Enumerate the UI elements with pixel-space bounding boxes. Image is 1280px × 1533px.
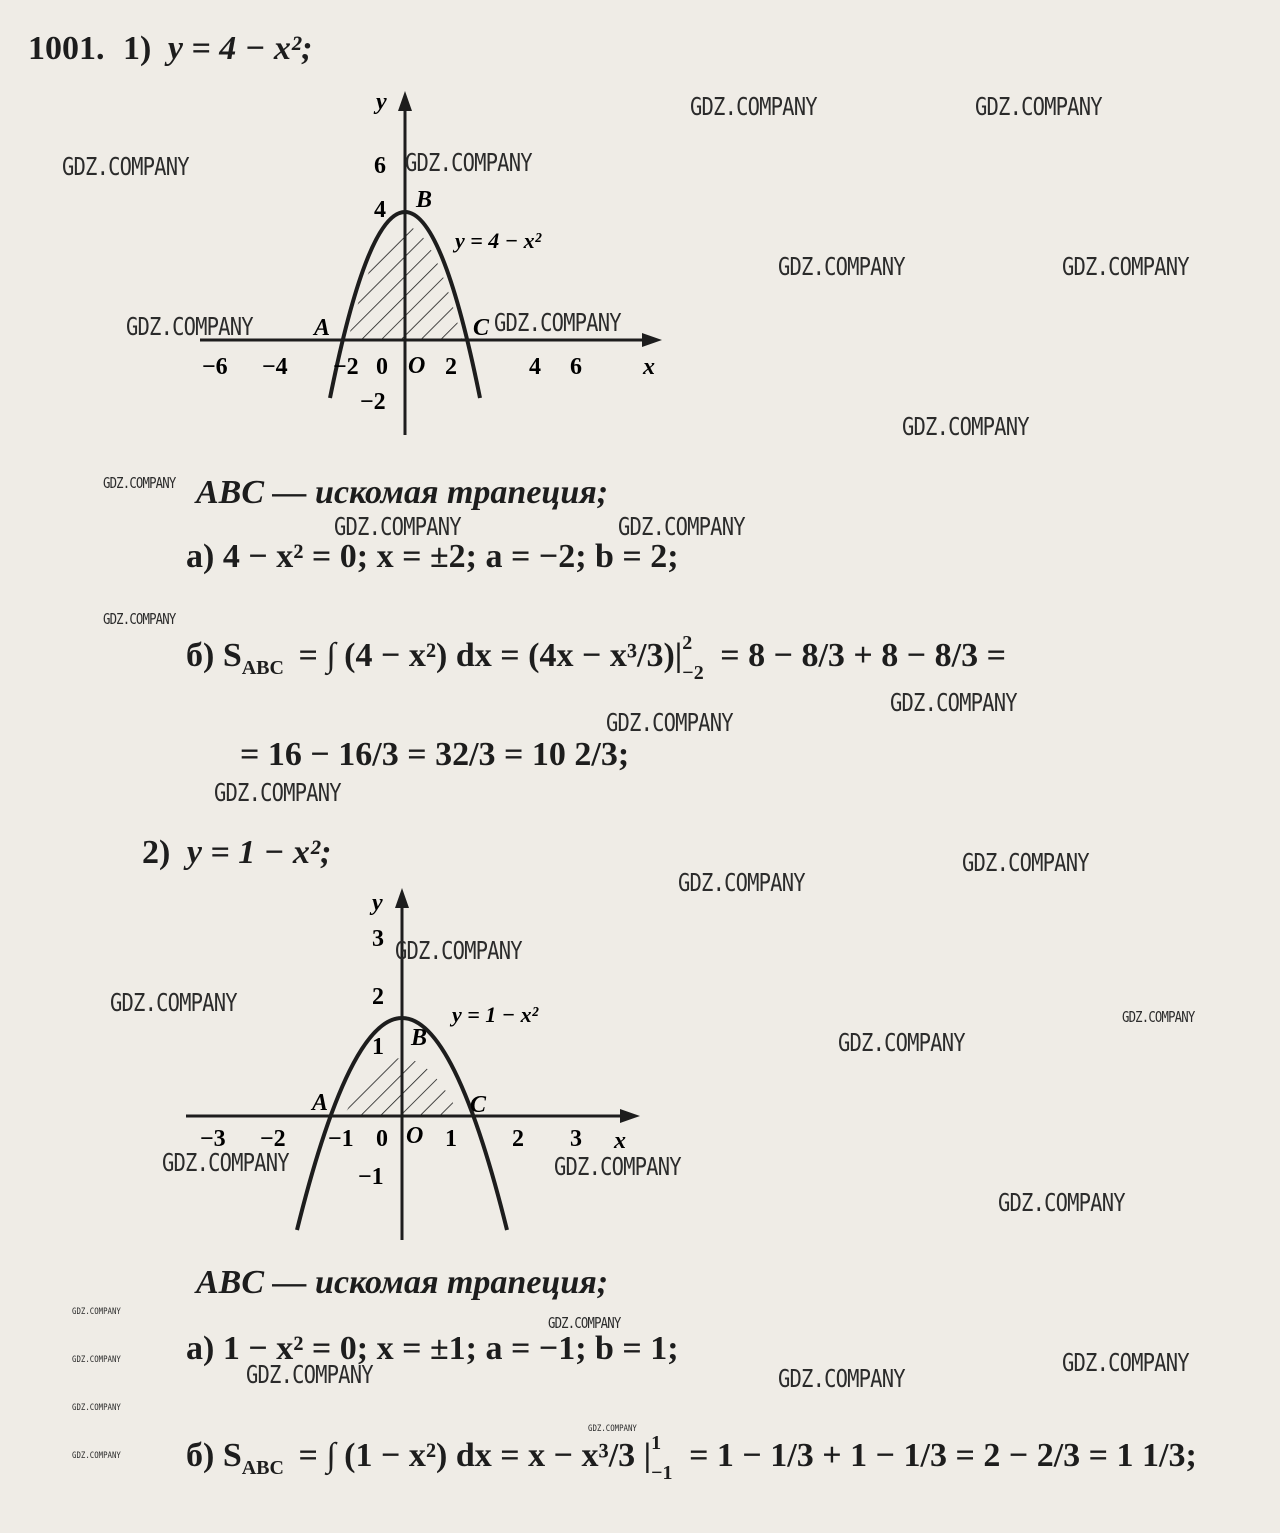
watermark: GDZ.COMPANY [334, 512, 461, 541]
point-b-label: B [411, 1025, 428, 1051]
y-tick: 4 [374, 197, 386, 223]
origin-label: O [408, 353, 426, 379]
watermark: GDZ.COMPANY [72, 1403, 121, 1413]
curve-label: y = 4 − x² [455, 228, 542, 253]
trapezoid-statement-2: ABC — искомая трапеция; [196, 1264, 609, 1301]
watermark: GDZ.COMPANY [890, 688, 1017, 717]
b-subscript: ABC [241, 1456, 284, 1479]
x-axis-label: x [614, 1128, 626, 1154]
exercise-header [28, 32, 312, 66]
graph-parabola-1 [180, 85, 680, 445]
y-tick: 6 [374, 153, 386, 179]
integral-expression: = ∫ (4 − x²) dx = (4x − x³/3)| [298, 636, 683, 674]
y-axis-label: y [376, 89, 387, 115]
watermark: GDZ.COMPANY [103, 474, 176, 492]
y-axis-label: y [372, 890, 383, 916]
watermark: GDZ.COMPANY [554, 1152, 681, 1181]
part2-a: а) 1 − x² = 0; x = ±1; a = −1; b = 1; [186, 1330, 679, 1367]
x-tick: 4 [529, 354, 541, 380]
watermark: GDZ.COMPANY [494, 308, 621, 337]
x-tick: 1 [445, 1126, 457, 1152]
x-tick: 0 [376, 1126, 388, 1152]
part2-b [186, 1428, 1197, 1488]
y-tick: 2 [372, 984, 384, 1010]
lower-limit: −1 [651, 1462, 673, 1484]
watermark: GDZ.COMPANY [606, 708, 733, 737]
watermark: GDZ.COMPANY [103, 610, 176, 628]
watermark: GDZ.COMPANY [246, 1360, 373, 1389]
b-subscript: ABC [241, 656, 284, 679]
x-tick: 3 [570, 1126, 582, 1152]
part1-a: а) 4 − x² = 0; x = ±2; a = −2; b = 2; [186, 538, 679, 575]
x-tick: −2 [260, 1126, 286, 1152]
x-axis-arrow [620, 1109, 640, 1123]
watermark: GDZ.COMPANY [548, 1314, 621, 1332]
watermark: GDZ.COMPANY [110, 988, 237, 1017]
function-expression: y = 4 − x²; [167, 30, 313, 67]
y-axis-arrow [398, 91, 412, 111]
function-expression: y = 1 − x²; [186, 834, 332, 871]
watermark: GDZ.COMPANY [162, 1148, 289, 1177]
part1-b-line2: = 16 − 16/3 = 32/3 = 10 2/3; [240, 736, 630, 773]
watermark: GDZ.COMPANY [690, 92, 817, 121]
origin-label: O [406, 1123, 424, 1149]
watermark: GDZ.COMPANY [902, 412, 1029, 441]
watermark: GDZ.COMPANY [405, 148, 532, 177]
x-tick: 2 [445, 354, 457, 380]
x-axis-arrow [642, 333, 662, 347]
watermark: GDZ.COMPANY [1062, 252, 1189, 281]
watermark: GDZ.COMPANY [962, 848, 1089, 877]
point-b-label: B [416, 187, 433, 213]
watermark: GDZ.COMPANY [72, 1307, 121, 1317]
x-axis-label: x [643, 354, 655, 380]
watermark: GDZ.COMPANY [618, 512, 745, 541]
y-tick: 1 [372, 1034, 384, 1060]
integral-expression: = ∫ (1 − x²) dx = x − x³/3 | [298, 1436, 652, 1474]
trapezoid-statement-1: ABC — искомая трапеция; [196, 474, 609, 511]
x-tick: −3 [200, 1126, 226, 1152]
y-tick: −1 [358, 1164, 384, 1190]
watermark: GDZ.COMPANY [678, 868, 805, 897]
watermark: GDZ.COMPANY [1122, 1008, 1195, 1026]
x-tick: 2 [512, 1126, 524, 1152]
watermark: GDZ.COMPANY [838, 1028, 965, 1057]
watermark: GDZ.COMPANY [1062, 1348, 1189, 1377]
integral-result: = 8 − 8/3 + 8 − 8/3 = [720, 636, 1006, 674]
curve-label: y = 1 − x² [452, 1002, 539, 1027]
watermark: GDZ.COMPANY [778, 252, 905, 281]
upper-limit: 2 [682, 632, 693, 654]
watermark: GDZ.COMPANY [62, 152, 189, 181]
point-a-label: A [312, 1090, 329, 1116]
watermark: GDZ.COMPANY [72, 1355, 121, 1365]
upper-limit: 1 [651, 1432, 662, 1454]
x-tick: 0 [376, 354, 388, 380]
watermark: GDZ.COMPANY [126, 312, 253, 341]
watermark: GDZ.COMPANY [588, 1424, 637, 1434]
part2-header [142, 836, 331, 870]
watermark: GDZ.COMPANY [778, 1364, 905, 1393]
y-tick: −2 [360, 389, 386, 415]
exercise-number: 1001. [28, 30, 105, 67]
point-c-label: C [473, 315, 490, 341]
watermark: GDZ.COMPANY [214, 778, 341, 807]
part-label: 1) [123, 30, 152, 67]
x-tick: −6 [202, 354, 228, 380]
x-tick: −4 [262, 354, 288, 380]
lower-limit: −2 [682, 662, 704, 684]
point-a-label: A [314, 315, 331, 341]
point-c-label: C [470, 1092, 487, 1118]
watermark: GDZ.COMPANY [395, 936, 522, 965]
x-tick: −1 [328, 1126, 354, 1152]
watermark: GDZ.COMPANY [998, 1188, 1125, 1217]
y-axis-arrow [395, 888, 409, 908]
y-tick: 3 [372, 926, 384, 952]
watermark: GDZ.COMPANY [975, 92, 1102, 121]
part1-b [186, 628, 1006, 688]
b-prefix: б) S [186, 636, 242, 674]
part-label: 2) [142, 834, 171, 871]
x-tick: −2 [333, 354, 359, 380]
integral-result: = 1 − 1/3 + 1 − 1/3 = 2 − 2/3 = 1 1/3; [689, 1436, 1197, 1474]
watermark: GDZ.COMPANY [72, 1451, 121, 1461]
b-prefix: б) S [186, 1436, 242, 1474]
x-tick: 6 [570, 354, 582, 380]
